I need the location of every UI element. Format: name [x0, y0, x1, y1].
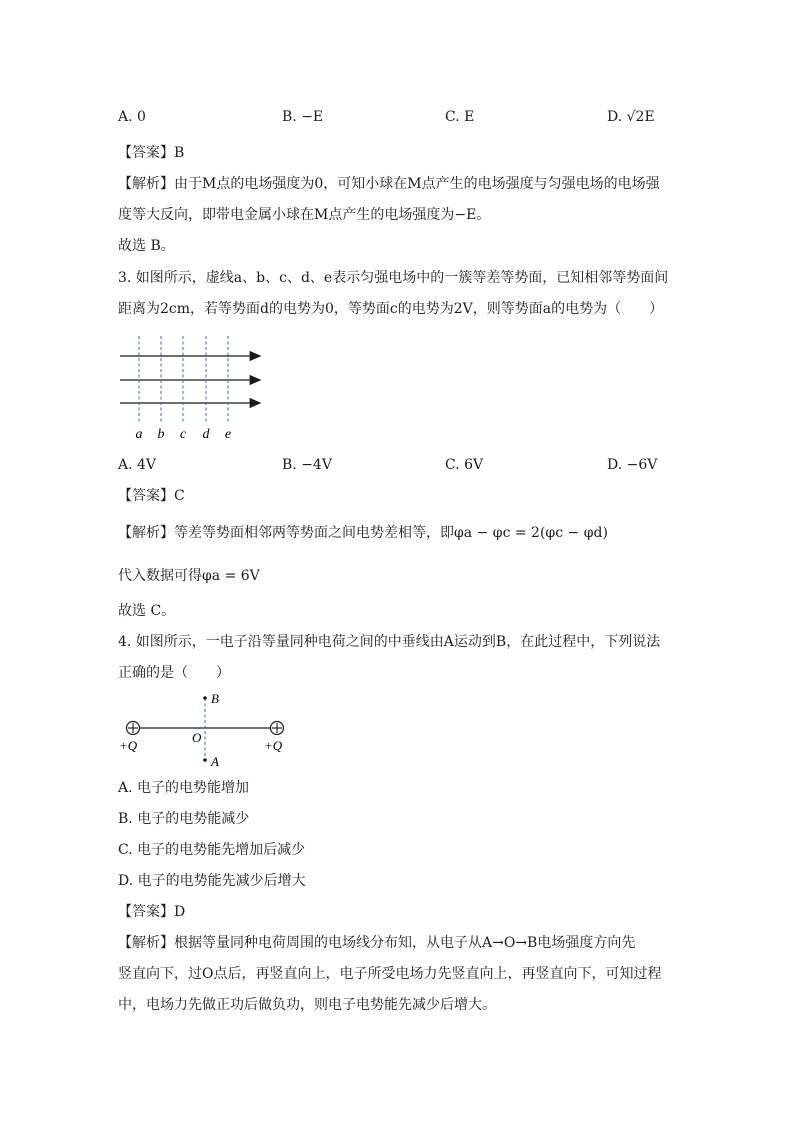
q3-stem-line1: 3. 如图所示，虚线a、b、c、d、e表示匀强电场中的一簇等差等势面，已知相邻等势面间	[118, 270, 669, 286]
q2-option-d: D. √2E	[607, 109, 655, 125]
label-c: c	[179, 427, 187, 442]
q4-option-b: B. 电子的电势能减少	[118, 811, 250, 827]
q3-analysis-line1: 【解析】等差等势面相邻两等势面之间电势差相等，即φa − φc = 2(φc − φd)	[118, 525, 608, 541]
q4-stem-line2: 正确的是（ ）	[118, 665, 230, 681]
point-a-dot	[203, 758, 207, 762]
q4-stem-line1: 4. 如图所示，一电子沿等量同种电荷之间的中垂线由A运动到B，在此过程中，下列说法	[118, 634, 661, 650]
label-a: a	[135, 427, 143, 442]
q2-analysis-line1: 【解析】由于M点的电场强度为0，可知小球在M点产生的电场强度与匀强电场的电场强	[118, 176, 660, 192]
q3-equipotential-figure	[114, 334, 274, 446]
label-e: e	[224, 427, 232, 442]
point-b-label: B	[211, 691, 219, 706]
q2-conclusion: 故选 B。	[118, 238, 175, 254]
right-positive-charge	[271, 722, 284, 735]
q4-option-a: A. 电子的电势能增加	[118, 780, 250, 796]
q3-conclusion: 故选 C。	[118, 603, 176, 619]
point-a-label: A	[211, 754, 219, 769]
q2-answer: 【答案】B	[118, 145, 185, 161]
q4-analysis-line2: 竖直向下，过O点后，再竖直向上，电子所受电场力先竖直向上，再竖直向下，可知过程	[118, 966, 662, 982]
q4-answer: 【答案】D	[118, 904, 186, 920]
q4-option-c: C. 电子的电势能先增加后减少	[118, 842, 306, 858]
q3-option-c: C. 6V	[445, 457, 484, 473]
q4-option-d: D. 电子的电势能先减少后增大	[118, 873, 306, 889]
left-positive-charge	[127, 722, 140, 735]
q2-analysis-line2: 度等大反向，即带电金属小球在M点产生的电场强度为−E。	[118, 207, 491, 223]
label-b: b	[157, 427, 165, 442]
left-charge-label: +Q	[119, 738, 138, 753]
q2-option-c: C. E	[445, 109, 475, 125]
q4-analysis-line3: 中，电场力先做正功后做负功，则电子电势能先减少后增大。	[118, 997, 496, 1013]
label-d: d	[202, 427, 210, 442]
q4-analysis-line1: 【解析】根据等量同种电荷周围的电场线分布知，从电子从A→O→B电场强度方向先	[118, 935, 636, 951]
point-b-dot	[203, 696, 207, 700]
point-o-label: O	[192, 730, 202, 745]
q4-charges-figure	[114, 688, 294, 770]
q2-option-a: A. 0	[118, 109, 146, 125]
q3-option-a: A. 4V	[118, 457, 157, 473]
q3-option-b: B. −4V	[282, 457, 332, 473]
q3-stem-line2: 距离为2cm，若等势面d的电势为0，等势面c的电势为2V，则等势面a的电势为（ ）	[118, 301, 664, 317]
right-charge-label: +Q	[264, 738, 283, 753]
q3-answer: 【答案】C	[118, 488, 185, 504]
q2-option-b: B. −E	[282, 109, 324, 125]
q3-analysis-line2: 代入数据可得φa = 6V	[118, 568, 260, 584]
q3-option-d: D. −6V	[607, 457, 658, 473]
